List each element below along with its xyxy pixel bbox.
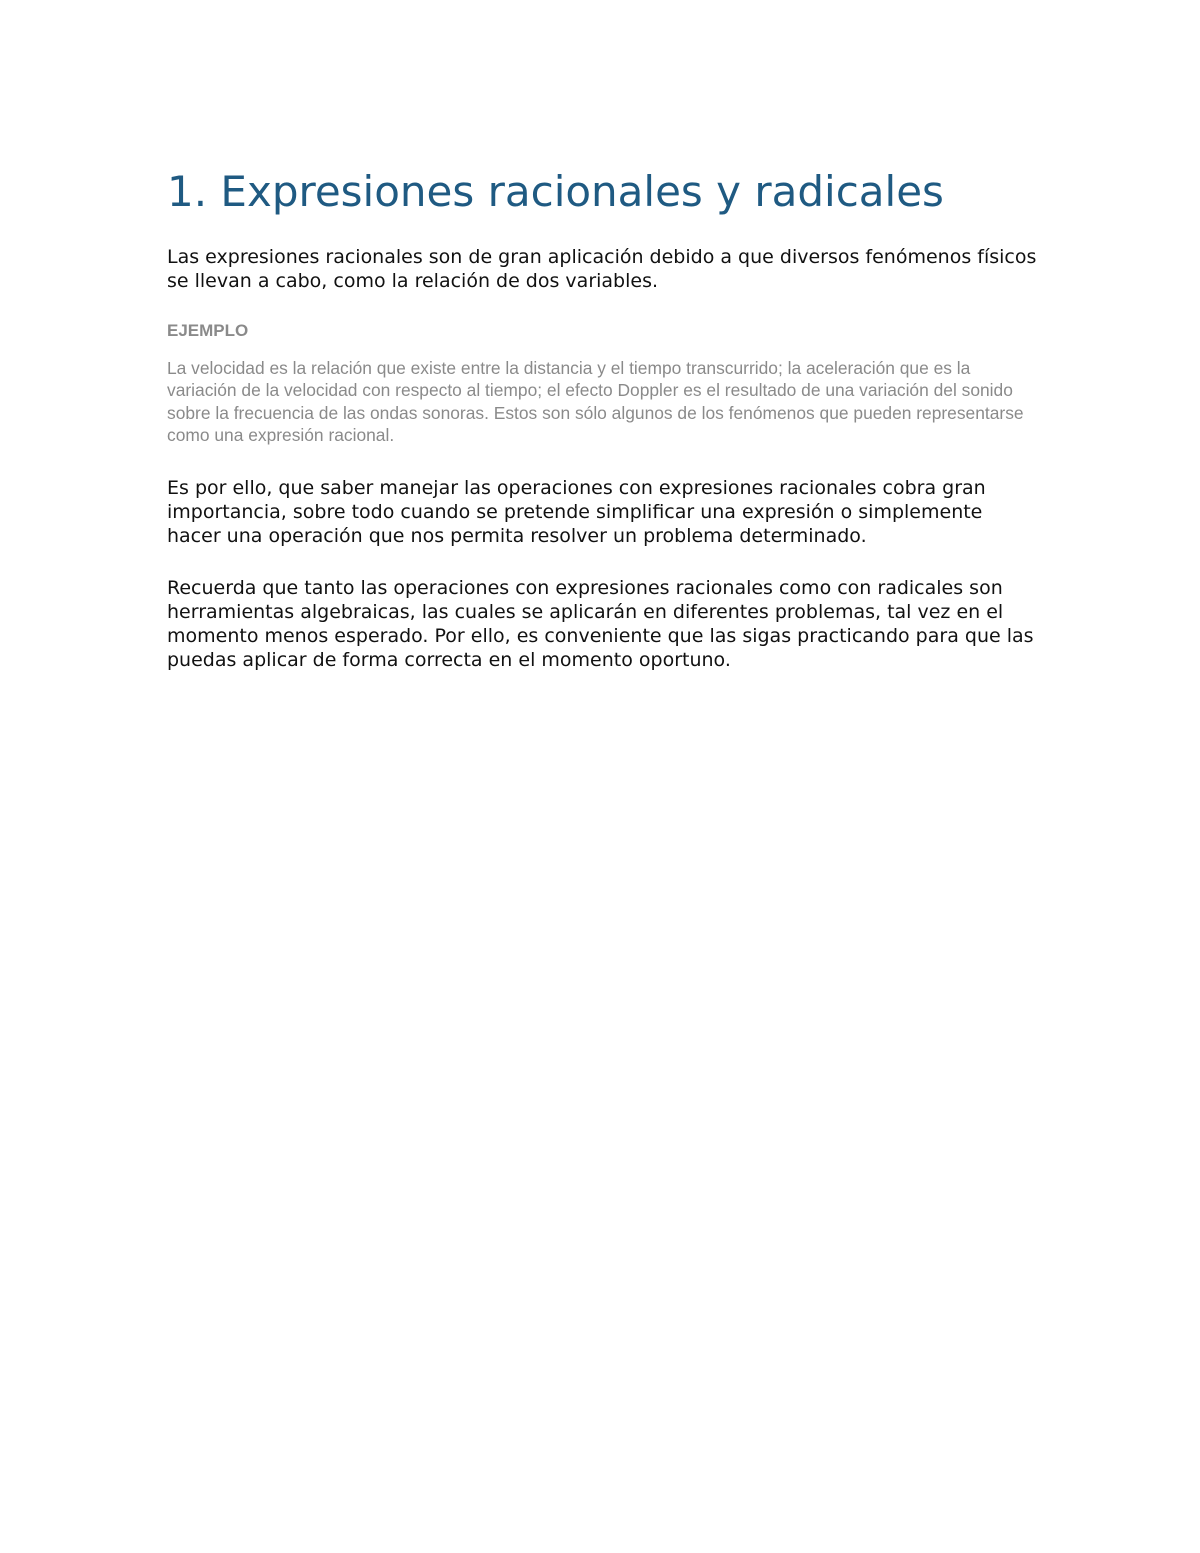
document-content: [167, 166, 1037, 672]
body-paragraph-2: Es por ello, que saber manejar las operaciones con expresiones racionales cobra gran importancia, sobre todo cuando se pretende simplificar una expresión o simplemente hacer una operación que nos permita resolver un problema determinado.: [167, 477, 986, 548]
page-title: 1. Expresiones racionales y radicales: [167, 167, 944, 216]
example-text: La velocidad es la relación que existe entre la distancia y el tiempo transcurrido; la aceleración que es la variación de la velocidad con respecto al tiempo; el efecto Doppler es el resultado de una variación del sonido sobre la frecuencia de las ondas sonoras. Estos son sólo algunos de los fenómenos que pueden representarse como una expresión racional.: [167, 358, 1024, 445]
intro-paragraph: Las expresiones racionales son de gran aplicación debido a que diversos fenómenos físicos se llevan a cabo, como la relación de dos variables.: [167, 246, 1037, 292]
example-block: [167, 321, 1037, 446]
body-paragraph-3: Recuerda que tanto las operaciones con expresiones racionales como con radicales son herramientas algebraicas, las cuales se aplicarán en diferentes problemas, tal vez en el momento menos esperado. Por ello, es conveniente que las sigas practicando para que las puedas aplicar de forma correcta en el momento oportuno.: [167, 577, 1034, 672]
example-label: EJEMPLO: [167, 321, 249, 340]
